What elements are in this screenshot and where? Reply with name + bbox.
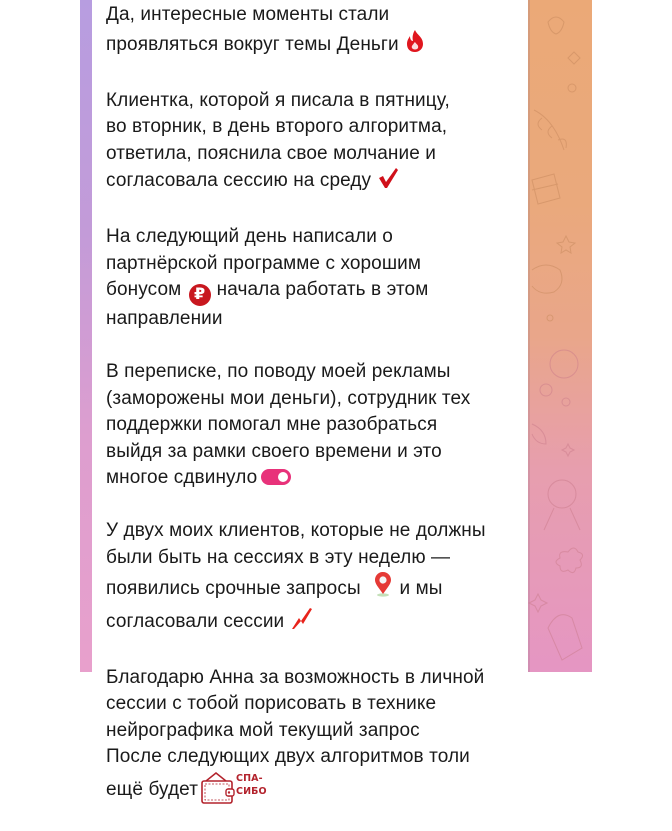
paragraph-client-session: [106, 88, 526, 198]
text-line: Клиентка, которой я писала в пятницу,: [106, 89, 450, 111]
chat-wallpaper-left: [80, 0, 92, 672]
text-line: [106, 606, 526, 639]
text-line: Благодарю Анна за возможность в личной: [106, 666, 485, 688]
paragraph-money-topic: [106, 2, 526, 61]
text-line: Да, интересные моменты стали: [106, 4, 390, 25]
text-line: В переписке, по поводу моей рекламы: [106, 361, 451, 382]
wallet-icon: [200, 771, 236, 805]
text-line: На следующий день написали о: [106, 226, 393, 247]
text-line: [106, 167, 526, 198]
text-line-content: согласовали сессии: [106, 610, 285, 632]
text-line-content: начала работать в этом: [216, 279, 429, 300]
chat-wallpaper-right: [528, 0, 592, 672]
paragraph-support-help: [106, 359, 526, 492]
text-line-content: и мы: [399, 578, 443, 599]
text-line: У двух моих клиентов, которые не должны: [106, 520, 486, 541]
message-bubble: [92, 0, 528, 800]
wallpaper-doodles-icon: [528, 0, 592, 672]
paragraph-gratitude: [106, 665, 526, 805]
text-line-content: многое сдвинуло: [106, 467, 258, 488]
text-line: выйдя за рамки своего времени и это: [106, 440, 442, 462]
paragraph-urgent-requests: [106, 518, 526, 638]
fire-icon: [405, 29, 425, 62]
text-line-content: появились срочные запросы: [106, 578, 361, 599]
check-mark-icon: [377, 167, 399, 198]
paragraph-partner-program: [106, 224, 526, 333]
text-line-content: ещё будет: [106, 778, 199, 800]
text-line: ответила, пояснила свое молчание и: [106, 142, 436, 164]
text-line: направлении: [106, 308, 223, 329]
text-line: (заморожены мои деньги), сотрудник тех: [106, 387, 471, 409]
message-text: [106, 2, 526, 831]
text-line-content: проявляться вокруг темы Деньги: [106, 33, 399, 55]
text-line: партнёрской программе с хорошим: [106, 252, 422, 274]
text-line-content: согласовала сессию на среду: [106, 170, 372, 191]
text-line: [106, 771, 526, 805]
map-pin-icon: [372, 571, 394, 606]
toggle-on-icon: [261, 469, 291, 485]
text-line: нейрографика мой текущий запрос: [106, 719, 420, 741]
text-line: [106, 571, 526, 606]
text-line: во вторник, в день второго алгоритма,: [106, 116, 448, 137]
thanks-label: СПА- СИБО: [236, 772, 267, 797]
text-line: сессии с тобой порисовать в технике: [106, 693, 437, 714]
text-line-content: бонусом: [106, 279, 182, 300]
text-line: [106, 29, 526, 62]
thanks-wallet-sticker: [200, 771, 268, 805]
text-line: [106, 465, 526, 492]
text-line: поддержки помогал мне разобраться: [106, 414, 438, 435]
text-line: были быть на сессиях в эту неделю —: [106, 546, 451, 568]
text-line: После следующих двух алгоритмов толи: [106, 746, 470, 767]
lightning-icon: [290, 606, 314, 639]
text-line: [106, 277, 526, 306]
ruble-coin-icon: ₽: [189, 284, 211, 306]
